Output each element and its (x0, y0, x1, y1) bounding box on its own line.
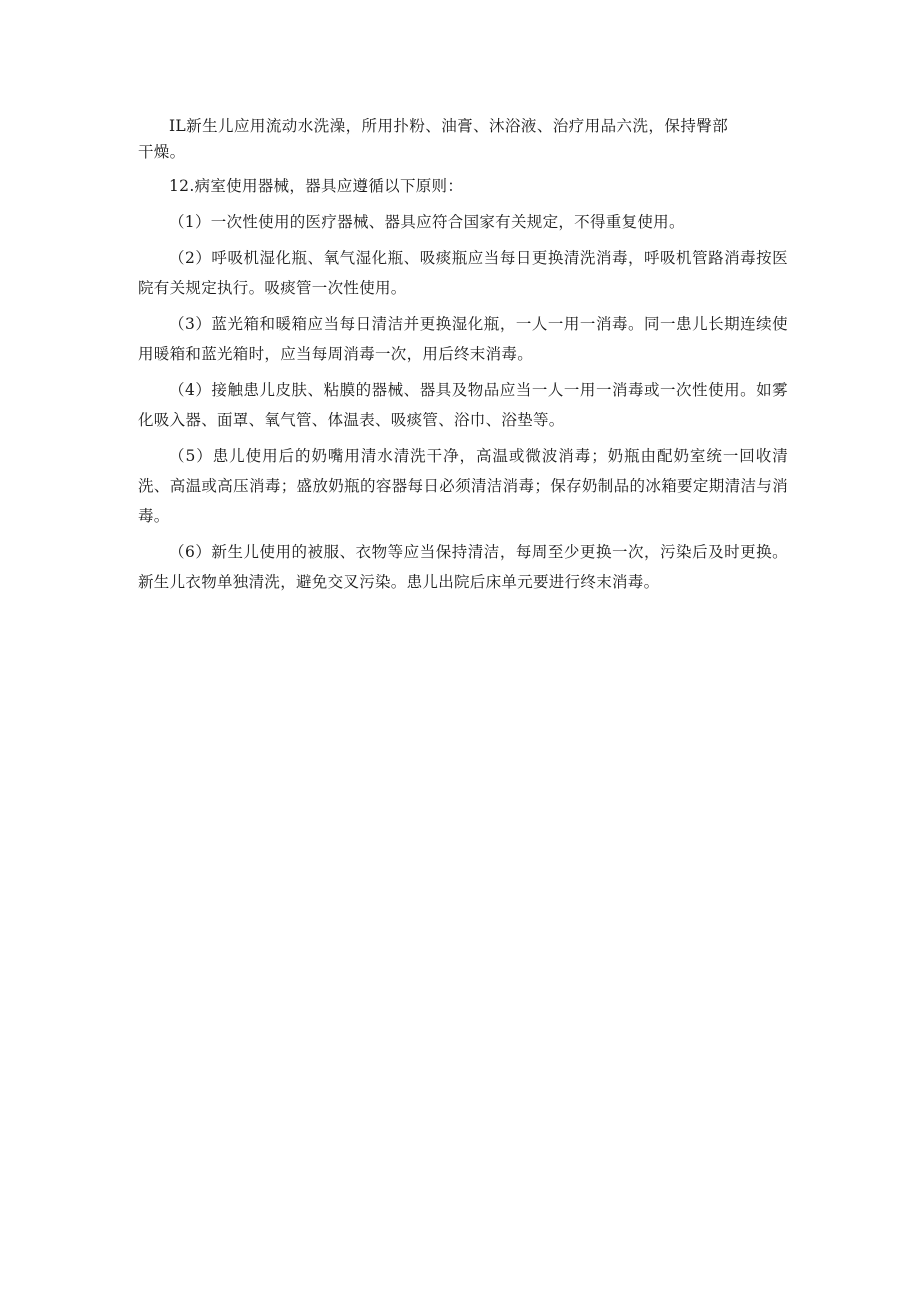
paragraph-item-4: （4）接触患儿皮肤、粘膜的器械、器具及物品应当一人一用一消毒或一次性使用。如雾化吸入器、面罩、氧气管、体温表、吸痰管、浴巾、浴垫等。 (138, 381, 788, 429)
paragraph-item-3: （3）蓝光箱和暖箱应当每日清洁并更换湿化瓶，一人一用一消毒。同一患儿长期连续使用暖箱和蓝光箱时，应当每周消毒一次，用后终末消毒。 (138, 315, 788, 363)
document-body (138, 113, 788, 603)
paragraph-item-2: （2）呼吸机湿化瓶、氧气湿化瓶、吸痰瓶应当每日更换清洗消毒，呼吸机管路消毒按医院有关规定执行。吸痰管一次性使用。 (138, 249, 788, 297)
paragraph-11-bathing: IL新生儿应用流动水洗澡，所用扑粉、油膏、沐浴液、治疗用品六洗，保持臀部干燥。 (138, 117, 728, 161)
paragraph-item-6: （6）新生儿使用的被服、衣物等应当保持清洁，每周至少更换一次，污染后及时更换。新生儿衣物单独清洗，避免交叉污染。患儿出院后床单元要进行终末消毒。 (138, 543, 788, 591)
paragraph-item-1: （1）一次性使用的医疗器械、器具应符合国家有关规定，不得重复使用。 (169, 213, 685, 231)
paragraph-12-heading: 12.病室使用器械，器具应遵循以下原则： (169, 177, 464, 195)
paragraph-item-5: （5）患儿使用后的奶嘴用清水清洗干净，高温或微波消毒；奶瓶由配奶室统一回收清洗、高温或高压消毒；盛放奶瓶的容器每日必须清洁消毒；保存奶制品的冰箱要定期清洁与消毒。 (138, 447, 788, 525)
